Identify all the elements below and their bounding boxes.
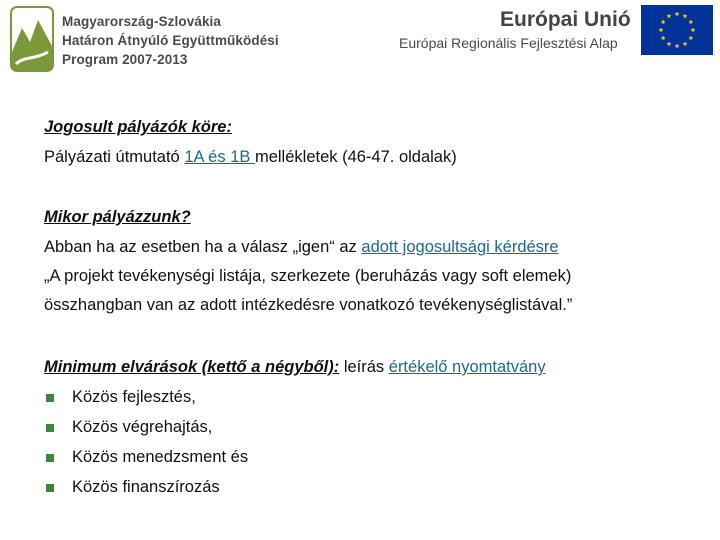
eu-title: Európai Unió (500, 8, 631, 31)
annex-link[interactable]: 1A és 1B (184, 148, 255, 166)
when-to-apply-line-2: „A projekt tevékenységi listája, szerkezete (beruházás vagy soft elemek) (44, 267, 572, 285)
program-line-3: Program 2007-2013 (62, 52, 188, 67)
list-item: Közös finanszírozás (72, 478, 220, 496)
annex-text: mellékletek (46-47. oldalak) (254, 148, 457, 166)
when-text: Abban ha az esetben ha a válasz „igen“ az (44, 238, 362, 256)
header (0, 0, 720, 80)
when-to-apply-line-1 (44, 238, 559, 257)
bullet-icon (46, 454, 54, 462)
program-name (62, 12, 279, 69)
description-text: leírás (339, 358, 389, 376)
minimum-requirements-line (44, 358, 546, 377)
eu-subtitle: Európai Regionális Fejlesztési Alap (399, 35, 618, 51)
guide-text: Pályázati útmutató (44, 148, 185, 166)
eligible-applicants-text (44, 148, 457, 167)
list-item: Közös végrehajtás, (72, 418, 213, 436)
eu-flag-icon (641, 5, 713, 55)
bullet-icon (46, 424, 54, 432)
program-logo-icon (10, 6, 54, 72)
list-item: Közös menedzsment és (72, 448, 249, 466)
heading-minimum-requirements: Minimum elvárások (kettő a négyből): (44, 358, 340, 376)
eligibility-question-link[interactable]: adott jogosultsági kérdésre (361, 238, 559, 256)
program-line-2: Határon Átnyúló Együttműködési (62, 33, 279, 48)
bullet-icon (46, 484, 54, 492)
evaluation-form-link[interactable]: értékelő nyomtatvány (388, 358, 546, 376)
bullet-icon (46, 394, 54, 402)
program-line-1: Magyarország-Szlovákia (62, 14, 222, 29)
heading-when-to-apply: Mikor pályázzunk? (44, 208, 191, 226)
heading-eligible-applicants: Jogosult pályázók köre: (44, 118, 232, 136)
when-to-apply-line-3: összhangban van az adott intézkedésre vonatkozó tevékenységlistával.” (44, 296, 573, 314)
list-item: Közös fejlesztés, (72, 388, 196, 406)
